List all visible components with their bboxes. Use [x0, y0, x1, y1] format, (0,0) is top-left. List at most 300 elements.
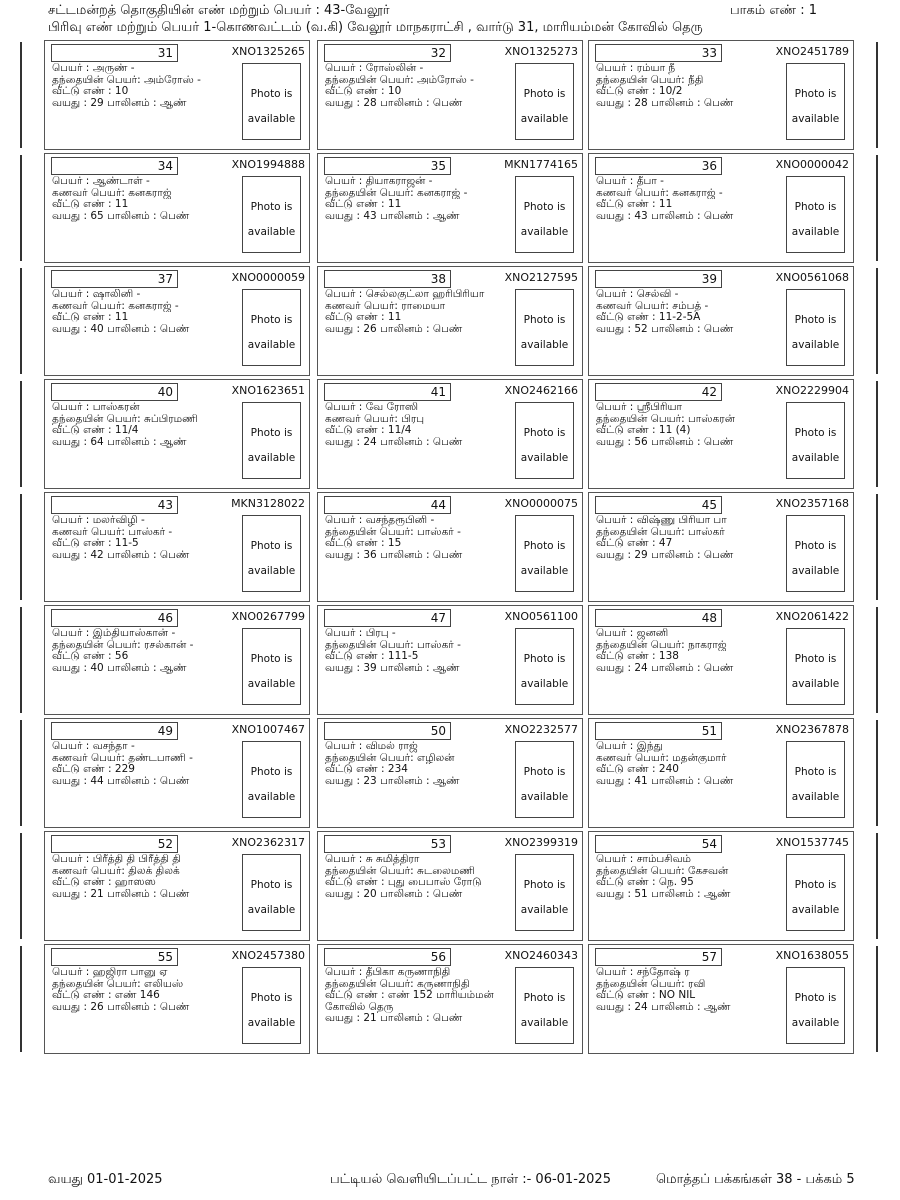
epic-number: XNO2451789 [775, 45, 849, 58]
epic-number: XNO0561068 [775, 271, 849, 284]
photo-placeholder [515, 289, 574, 366]
photo-label: available [247, 791, 296, 803]
voter-detail-line: கணவர் பெயர்: கனகராஜ் - [596, 187, 723, 199]
voter-card [588, 266, 854, 376]
voter-detail-line: வீட்டு எண் : 234 [325, 764, 408, 775]
voter-detail-line: தந்தையின் பெயர்: ரசல்கான் - [52, 639, 194, 651]
photo-placeholder [786, 176, 845, 253]
photo-label: available [247, 226, 296, 238]
voter-details [52, 741, 242, 787]
voter-card [44, 266, 310, 376]
voter-detail-line: தந்தையின் பெயர்: ரவி [596, 978, 706, 990]
serial-number: 51 [595, 722, 722, 740]
epic-number: MKN1774165 [504, 158, 578, 171]
voter-detail-line: பெயர் : பிரபு - [325, 628, 396, 639]
serial-number: 47 [324, 609, 451, 627]
serial-number: 55 [51, 948, 178, 966]
photo-label: available [791, 791, 840, 803]
voter-detail-line: வீட்டு எண் : எண் 146 [52, 990, 160, 1001]
epic-number: XNO1638055 [775, 949, 849, 962]
voter-detail-line: வீட்டு எண் : 11-2-5A [596, 312, 701, 323]
serial-number: 57 [595, 948, 722, 966]
photo-label: Photo is [523, 766, 566, 778]
voter-details [325, 63, 515, 109]
photo-label: available [520, 1017, 569, 1029]
photo-label: Photo is [794, 992, 837, 1004]
voter-grid [44, 40, 856, 1052]
margin-marker [876, 946, 878, 1052]
voter-card [317, 379, 583, 489]
constituency-header: சட்டமன்றத் தொகுதியின் எண் மற்றும் பெயர் : 43-வேலூர் [48, 3, 390, 18]
voter-detail-line: பெயர் : பிரீத்தி தி பிரீத்தி தி [52, 854, 181, 865]
photo-label: available [791, 226, 840, 238]
voter-detail-line: வீட்டு எண் : 15 [325, 538, 402, 549]
voter-details [52, 402, 242, 448]
photo-label: Photo is [523, 653, 566, 665]
photo-label: available [247, 565, 296, 577]
photo-placeholder [786, 289, 845, 366]
epic-number: XNO1623651 [231, 384, 305, 397]
voter-detail-line: பெயர் : மலர்விழி - [52, 515, 145, 526]
voter-detail-line: வயது : 29 பாலினம் : ஆண் [52, 97, 187, 109]
serial-number: 46 [51, 609, 178, 627]
voter-details [325, 289, 515, 335]
voter-detail-line: வீட்டு எண் : 10 [52, 86, 129, 97]
voter-detail-line: தந்தையின் பெயர்: கேசவன் [596, 865, 729, 877]
photo-label: available [520, 565, 569, 577]
voter-card [588, 605, 854, 715]
voter-detail-line: தந்தையின் பெயர்: சுடலைமணி [325, 865, 475, 877]
voter-detail-line: வீட்டு எண் : 11 [52, 199, 129, 210]
voter-card [588, 379, 854, 489]
footer-published-date: பட்டியல் வெளியிடப்பட்ட நாள் :- 06-01-2025 [330, 1172, 611, 1187]
serial-number: 36 [595, 157, 722, 175]
voter-detail-line: தந்தையின் பெயர்: பாஸ்கர் - [325, 639, 461, 651]
voter-card [44, 944, 310, 1054]
epic-number: XNO1537745 [775, 836, 849, 849]
serial-number: 50 [324, 722, 451, 740]
photo-label: available [520, 791, 569, 803]
margin-marker [876, 381, 878, 487]
serial-number: 48 [595, 609, 722, 627]
voter-detail-line: கணவர் பெயர்: பிரபு [325, 413, 425, 425]
voter-details [325, 854, 515, 900]
voter-detail-line: வீட்டு எண் : 229 [52, 764, 135, 775]
voter-card [44, 718, 310, 828]
epic-number: XNO1325265 [231, 45, 305, 58]
photo-label: Photo is [523, 201, 566, 213]
serial-number: 40 [51, 383, 178, 401]
serial-number: 42 [595, 383, 722, 401]
voter-detail-line: வயது : 56 பாலினம் : பெண் [596, 436, 734, 448]
voter-detail-line: பெயர் : இம்தியாஸ்கான் - [52, 628, 176, 639]
voter-card [317, 831, 583, 941]
margin-marker [20, 494, 22, 600]
epic-number: XNO1325273 [504, 45, 578, 58]
voter-detail-line: பெயர் : செல்வி - [596, 289, 679, 300]
photo-label: Photo is [523, 540, 566, 552]
margin-marker [876, 42, 878, 148]
voter-detail-line: தந்தையின் பெயர்: கருணாநிதி [325, 978, 470, 990]
photo-label: Photo is [794, 653, 837, 665]
voter-detail-line: கணவர் பெயர்: ராமையா [325, 300, 446, 312]
voter-details [325, 967, 515, 1025]
voter-detail-line: வீட்டு எண் : 11 [325, 199, 402, 210]
voter-detail-line: பெயர் : ஸ்ரீபிரியா [596, 402, 682, 413]
serial-number: 31 [51, 44, 178, 62]
photo-label: Photo is [794, 314, 837, 326]
photo-label: available [520, 904, 569, 916]
voter-card [317, 40, 583, 150]
voter-detail-line: வீட்டு எண் : 10 [325, 86, 402, 97]
photo-label: available [247, 1017, 296, 1029]
serial-number: 49 [51, 722, 178, 740]
voter-detail-line: பெயர் : தீபா - [596, 176, 664, 187]
section-header: பிரிவு எண் மற்றும் பெயர் 1-கொணவட்டம் (வ.கி) வேலூர் மாநகராட்சி , வார்டு 31, மாரியம்மன் கோவில் தெரு [48, 20, 703, 35]
voter-detail-line: வயது : 43 பாலினம் : பெண் [596, 210, 734, 222]
footer-page-count: மொத்தப் பக்கங்கள் 38 - பக்கம் 5 [656, 1172, 855, 1187]
photo-placeholder [242, 289, 301, 366]
photo-label: available [520, 226, 569, 238]
voter-detail-line: வீட்டு எண் : எண் 152 மாரியம்மன் [325, 990, 494, 1001]
photo-placeholder [242, 515, 301, 592]
photo-placeholder [242, 628, 301, 705]
voter-detail-line: பெயர் : வே ரோஸி [325, 402, 419, 413]
voter-card [44, 153, 310, 263]
photo-placeholder [242, 854, 301, 931]
epic-number: XNO2061422 [775, 610, 849, 623]
epic-number: XNO0000059 [231, 271, 305, 284]
voter-detail-line: பெயர் : ஜனனி [596, 628, 669, 639]
photo-placeholder [515, 176, 574, 253]
voter-details [596, 63, 786, 109]
photo-placeholder [786, 515, 845, 592]
voter-detail-line: கணவர் பெயர்: கனகராஜ் - [52, 300, 179, 312]
photo-label: Photo is [523, 427, 566, 439]
voter-detail-line: வயது : 21 பாலினம் : பெண் [325, 1013, 463, 1024]
voter-detail-line: தந்தையின் பெயர்: அம்ரோஸ் - [52, 74, 201, 86]
voter-detail-line: தந்தையின் பெயர்: கனகராஜ் - [325, 187, 468, 199]
photo-label: Photo is [794, 766, 837, 778]
voter-detail-line: வயது : 24 பாலினம் : ஆண் [596, 1001, 731, 1013]
epic-number: XNO1994888 [231, 158, 305, 171]
voter-detail-line: வயது : 24 பாலினம் : பெண் [325, 436, 463, 448]
serial-number: 53 [324, 835, 451, 853]
voter-detail-line: வயது : 64 பாலினம் : ஆண் [52, 436, 187, 448]
photo-placeholder [242, 741, 301, 818]
footer-age-date: வயது 01-01-2025 [48, 1172, 163, 1187]
epic-number: XNO0561100 [504, 610, 578, 623]
photo-label: Photo is [250, 540, 293, 552]
voter-detail-line: கோவில் தெரு [325, 1001, 394, 1013]
voter-detail-line: பெயர் : சந்தோஷ் ர [596, 967, 690, 978]
serial-number: 38 [324, 270, 451, 288]
photo-label: available [247, 904, 296, 916]
voter-detail-line: கணவர் பெயர்: பாஸ்கர் - [52, 526, 173, 538]
part-number: பாகம் எண் : 1 [730, 3, 817, 18]
voter-detail-line: பெயர் : விமல் ராஜ் [325, 741, 418, 752]
photo-label: Photo is [250, 766, 293, 778]
epic-number: XNO2367878 [775, 723, 849, 736]
voter-detail-line: தந்தையின் பெயர்: அம்ரோஸ் - [325, 74, 474, 86]
margin-marker [20, 946, 22, 1052]
voter-detail-line: வயது : 26 பாலினம் : பெண் [52, 1001, 190, 1013]
margin-marker [20, 607, 22, 713]
voter-detail-line: பெயர் : வசந்தா - [52, 741, 135, 752]
voter-detail-line: வயது : 28 பாலினம் : பெண் [596, 97, 734, 109]
margin-marker [20, 42, 22, 148]
voter-detail-line: வீட்டு எண் : 138 [596, 651, 679, 662]
photo-label: Photo is [794, 201, 837, 213]
margin-marker [20, 381, 22, 487]
voter-detail-line: வயது : 42 பாலினம் : பெண் [52, 549, 190, 561]
voter-detail-line: வீட்டு எண் : NO NIL [596, 990, 696, 1001]
epic-number: XNO2457380 [231, 949, 305, 962]
voter-detail-line: பெயர் : விஷ்ணு பிரியா பா [596, 515, 727, 526]
voter-detail-line: வயது : 41 பாலினம் : பெண் [596, 775, 734, 787]
photo-placeholder [786, 854, 845, 931]
voter-detail-line: வயது : 44 பாலினம் : பெண் [52, 775, 190, 787]
photo-placeholder [786, 741, 845, 818]
photo-label: Photo is [794, 88, 837, 100]
voter-detail-line: பெயர் : தியாகராஜன் - [325, 176, 433, 187]
photo-label: Photo is [794, 540, 837, 552]
voter-details [596, 176, 786, 222]
voter-details [596, 402, 786, 448]
photo-label: available [247, 678, 296, 690]
voter-detail-line: பெயர் : சாம்பசிவம் [596, 854, 691, 865]
margin-marker [20, 720, 22, 826]
voter-detail-line: தந்தையின் பெயர்: பாஸ்கர் - [325, 526, 461, 538]
voter-detail-line: வீட்டு எண் : ஹாஸஸ [52, 877, 156, 888]
voter-detail-line: வீட்டு எண் : 11 [596, 199, 673, 210]
voter-card [588, 153, 854, 263]
voter-detail-line: வயது : 24 பாலினம் : பெண் [596, 662, 734, 674]
photo-placeholder [786, 628, 845, 705]
photo-label: Photo is [523, 88, 566, 100]
voter-detail-line: வீட்டு எண் : 111-5 [325, 651, 419, 662]
voter-detail-line: வயது : 28 பாலினம் : பெண் [325, 97, 463, 109]
voter-detail-line: வீட்டு எண் : 240 [596, 764, 679, 775]
serial-number: 33 [595, 44, 722, 62]
voter-card [317, 266, 583, 376]
voter-detail-line: வயது : 39 பாலினம் : ஆண் [325, 662, 460, 674]
voter-detail-line: பெயர் : தீபிகா கருணாநிதி [325, 967, 451, 978]
photo-label: Photo is [794, 427, 837, 439]
voter-detail-line: வயது : 26 பாலினம் : பெண் [325, 323, 463, 335]
photo-label: Photo is [250, 201, 293, 213]
voter-detail-line: பெயர் : வசந்தரூபினி - [325, 515, 435, 526]
margin-marker [876, 155, 878, 261]
voter-details [52, 515, 242, 561]
photo-placeholder [242, 402, 301, 479]
serial-number: 52 [51, 835, 178, 853]
voter-detail-line: வீட்டு எண் : 47 [596, 538, 673, 549]
photo-placeholder [515, 854, 574, 931]
voter-details [52, 854, 242, 900]
photo-placeholder [242, 967, 301, 1044]
voter-detail-line: கணவர் பெயர்: கனகராஜ் [52, 187, 172, 199]
voter-detail-line: வயது : 43 பாலினம் : ஆண் [325, 210, 460, 222]
voter-detail-line: கணவர் பெயர்: தண்டபாணி - [52, 752, 193, 764]
voter-detail-line: வயது : 20 பாலினம் : பெண் [325, 888, 463, 900]
voter-details [596, 515, 786, 561]
voter-detail-line: பெயர் : இந்து [596, 741, 663, 752]
photo-label: Photo is [250, 653, 293, 665]
photo-placeholder [515, 402, 574, 479]
serial-number: 39 [595, 270, 722, 288]
voter-detail-line: வீட்டு எண் : 11-5 [52, 538, 139, 549]
voter-detail-line: கணவர் பெயர்: மதன்குமார் [596, 752, 727, 764]
serial-number: 35 [324, 157, 451, 175]
serial-number: 32 [324, 44, 451, 62]
voter-detail-line: வீட்டு எண் : 11/4 [52, 425, 139, 436]
voter-detail-line: வீட்டு எண் : நெ. 95 [596, 877, 694, 888]
photo-label: Photo is [250, 427, 293, 439]
serial-number: 37 [51, 270, 178, 288]
voter-card [44, 605, 310, 715]
voter-card [588, 831, 854, 941]
voter-detail-line: வயது : 65 பாலினம் : பெண் [52, 210, 190, 222]
voter-detail-line: பெயர் : செல்லகுட்லா ஹரிபிரியா [325, 289, 485, 300]
epic-number: XNO2229904 [775, 384, 849, 397]
voter-detail-line: தந்தையின் பெயர்: நீதி [596, 74, 704, 86]
photo-label: available [791, 339, 840, 351]
voter-detail-line: பெயர் : ஆண்டாள் - [52, 176, 150, 187]
voter-detail-line: கணவர் பெயர்: திலக் திலக் [52, 865, 180, 877]
voter-details [52, 967, 242, 1013]
serial-number: 34 [51, 157, 178, 175]
voter-detail-line: பெயர் : அருண் - [52, 63, 135, 74]
voter-detail-line: தந்தையின் பெயர்: பாஸ்கரன் [596, 413, 735, 425]
margin-marker [20, 833, 22, 939]
photo-placeholder [515, 515, 574, 592]
voter-details [596, 628, 786, 674]
voter-card [317, 153, 583, 263]
epic-number: XNO0000042 [775, 158, 849, 171]
voter-details [325, 741, 515, 787]
voter-card [588, 492, 854, 602]
voter-details [52, 63, 242, 109]
epic-number: XNO0000075 [504, 497, 578, 510]
voter-detail-line: தந்தையின் பெயர்: எழிலன் [325, 752, 455, 764]
voter-card [317, 605, 583, 715]
voter-card [588, 718, 854, 828]
voter-detail-line: தந்தையின் பெயர்: பாஸ்கர் [596, 526, 725, 538]
serial-number: 43 [51, 496, 178, 514]
serial-number: 44 [324, 496, 451, 514]
photo-placeholder [515, 628, 574, 705]
margin-marker [876, 720, 878, 826]
epic-number: XNO2462166 [504, 384, 578, 397]
voter-detail-line: பெயர் : ரோஸ்லின் - [325, 63, 424, 74]
voter-detail-line: வயது : 29 பாலினம் : பெண் [596, 549, 734, 561]
photo-placeholder [515, 967, 574, 1044]
epic-number: XNO2460343 [504, 949, 578, 962]
voter-details [596, 741, 786, 787]
photo-label: Photo is [250, 992, 293, 1004]
margin-marker [876, 494, 878, 600]
voter-card [317, 944, 583, 1054]
photo-label: available [520, 339, 569, 351]
voter-detail-line: பெயர் : ஹஜிரா பானு ஏ [52, 967, 168, 978]
voter-detail-line: பெயர் : ஷாலினி - [52, 289, 141, 300]
photo-label: available [791, 113, 840, 125]
margin-marker [876, 268, 878, 374]
photo-placeholder [242, 176, 301, 253]
photo-label: available [520, 452, 569, 464]
voter-card [44, 492, 310, 602]
photo-label: available [520, 678, 569, 690]
photo-label: available [791, 452, 840, 464]
photo-label: Photo is [523, 314, 566, 326]
voter-detail-line: வீட்டு எண் : 56 [52, 651, 129, 662]
voter-detail-line: வீட்டு எண் : 11 (4) [596, 425, 691, 436]
voter-card [317, 492, 583, 602]
epic-number: MKN3128022 [231, 497, 305, 510]
voter-detail-line: தந்தையின் பெயர்: சுப்பிரமணி [52, 413, 198, 425]
voter-detail-line: கணவர் பெயர்: சம்பத் - [596, 300, 709, 312]
voter-details [596, 967, 786, 1013]
serial-number: 45 [595, 496, 722, 514]
voter-detail-line: பெயர் : ரம்யா நீ [596, 63, 676, 74]
voter-details [52, 289, 242, 335]
photo-label: Photo is [523, 992, 566, 1004]
voter-card [317, 718, 583, 828]
epic-number: XNO1007467 [231, 723, 305, 736]
serial-number: 56 [324, 948, 451, 966]
voter-details [325, 515, 515, 561]
serial-number: 54 [595, 835, 722, 853]
voter-card [44, 379, 310, 489]
epic-number: XNO2127595 [504, 271, 578, 284]
voter-card [588, 40, 854, 150]
margin-marker [20, 268, 22, 374]
voter-detail-line: பெயர் : சு சுமித்திரா [325, 854, 420, 865]
voter-details [596, 854, 786, 900]
epic-number: XNO2232577 [504, 723, 578, 736]
photo-label: Photo is [250, 879, 293, 891]
photo-label: available [247, 113, 296, 125]
photo-label: available [247, 452, 296, 464]
photo-label: available [791, 904, 840, 916]
voter-detail-line: வயது : 40 பாலினம் : ஆண் [52, 662, 187, 674]
voter-detail-line: வீட்டு எண் : புது பைபாஸ் ரோடு [325, 877, 482, 888]
photo-placeholder [786, 63, 845, 140]
photo-placeholder [786, 402, 845, 479]
voter-detail-line: வயது : 52 பாலினம் : பெண் [596, 323, 734, 335]
photo-label: Photo is [250, 88, 293, 100]
epic-number: XNO2399319 [504, 836, 578, 849]
voter-detail-line: பெயர் : பாஸ்கரன் [52, 402, 140, 413]
voter-detail-line: வீட்டு எண் : 11 [52, 312, 129, 323]
margin-marker [876, 833, 878, 939]
voter-details [325, 402, 515, 448]
margin-marker [20, 155, 22, 261]
photo-placeholder [786, 967, 845, 1044]
voter-detail-line: வீட்டு எண் : 10/2 [596, 86, 683, 97]
serial-number: 41 [324, 383, 451, 401]
voter-detail-line: வயது : 51 பாலினம் : ஆண் [596, 888, 731, 900]
voter-details [325, 628, 515, 674]
margin-marker [876, 607, 878, 713]
photo-label: available [520, 113, 569, 125]
photo-label: Photo is [250, 314, 293, 326]
photo-label: available [791, 565, 840, 577]
photo-label: available [247, 339, 296, 351]
voter-details [52, 176, 242, 222]
voter-detail-line: வயது : 36 பாலினம் : பெண் [325, 549, 463, 561]
